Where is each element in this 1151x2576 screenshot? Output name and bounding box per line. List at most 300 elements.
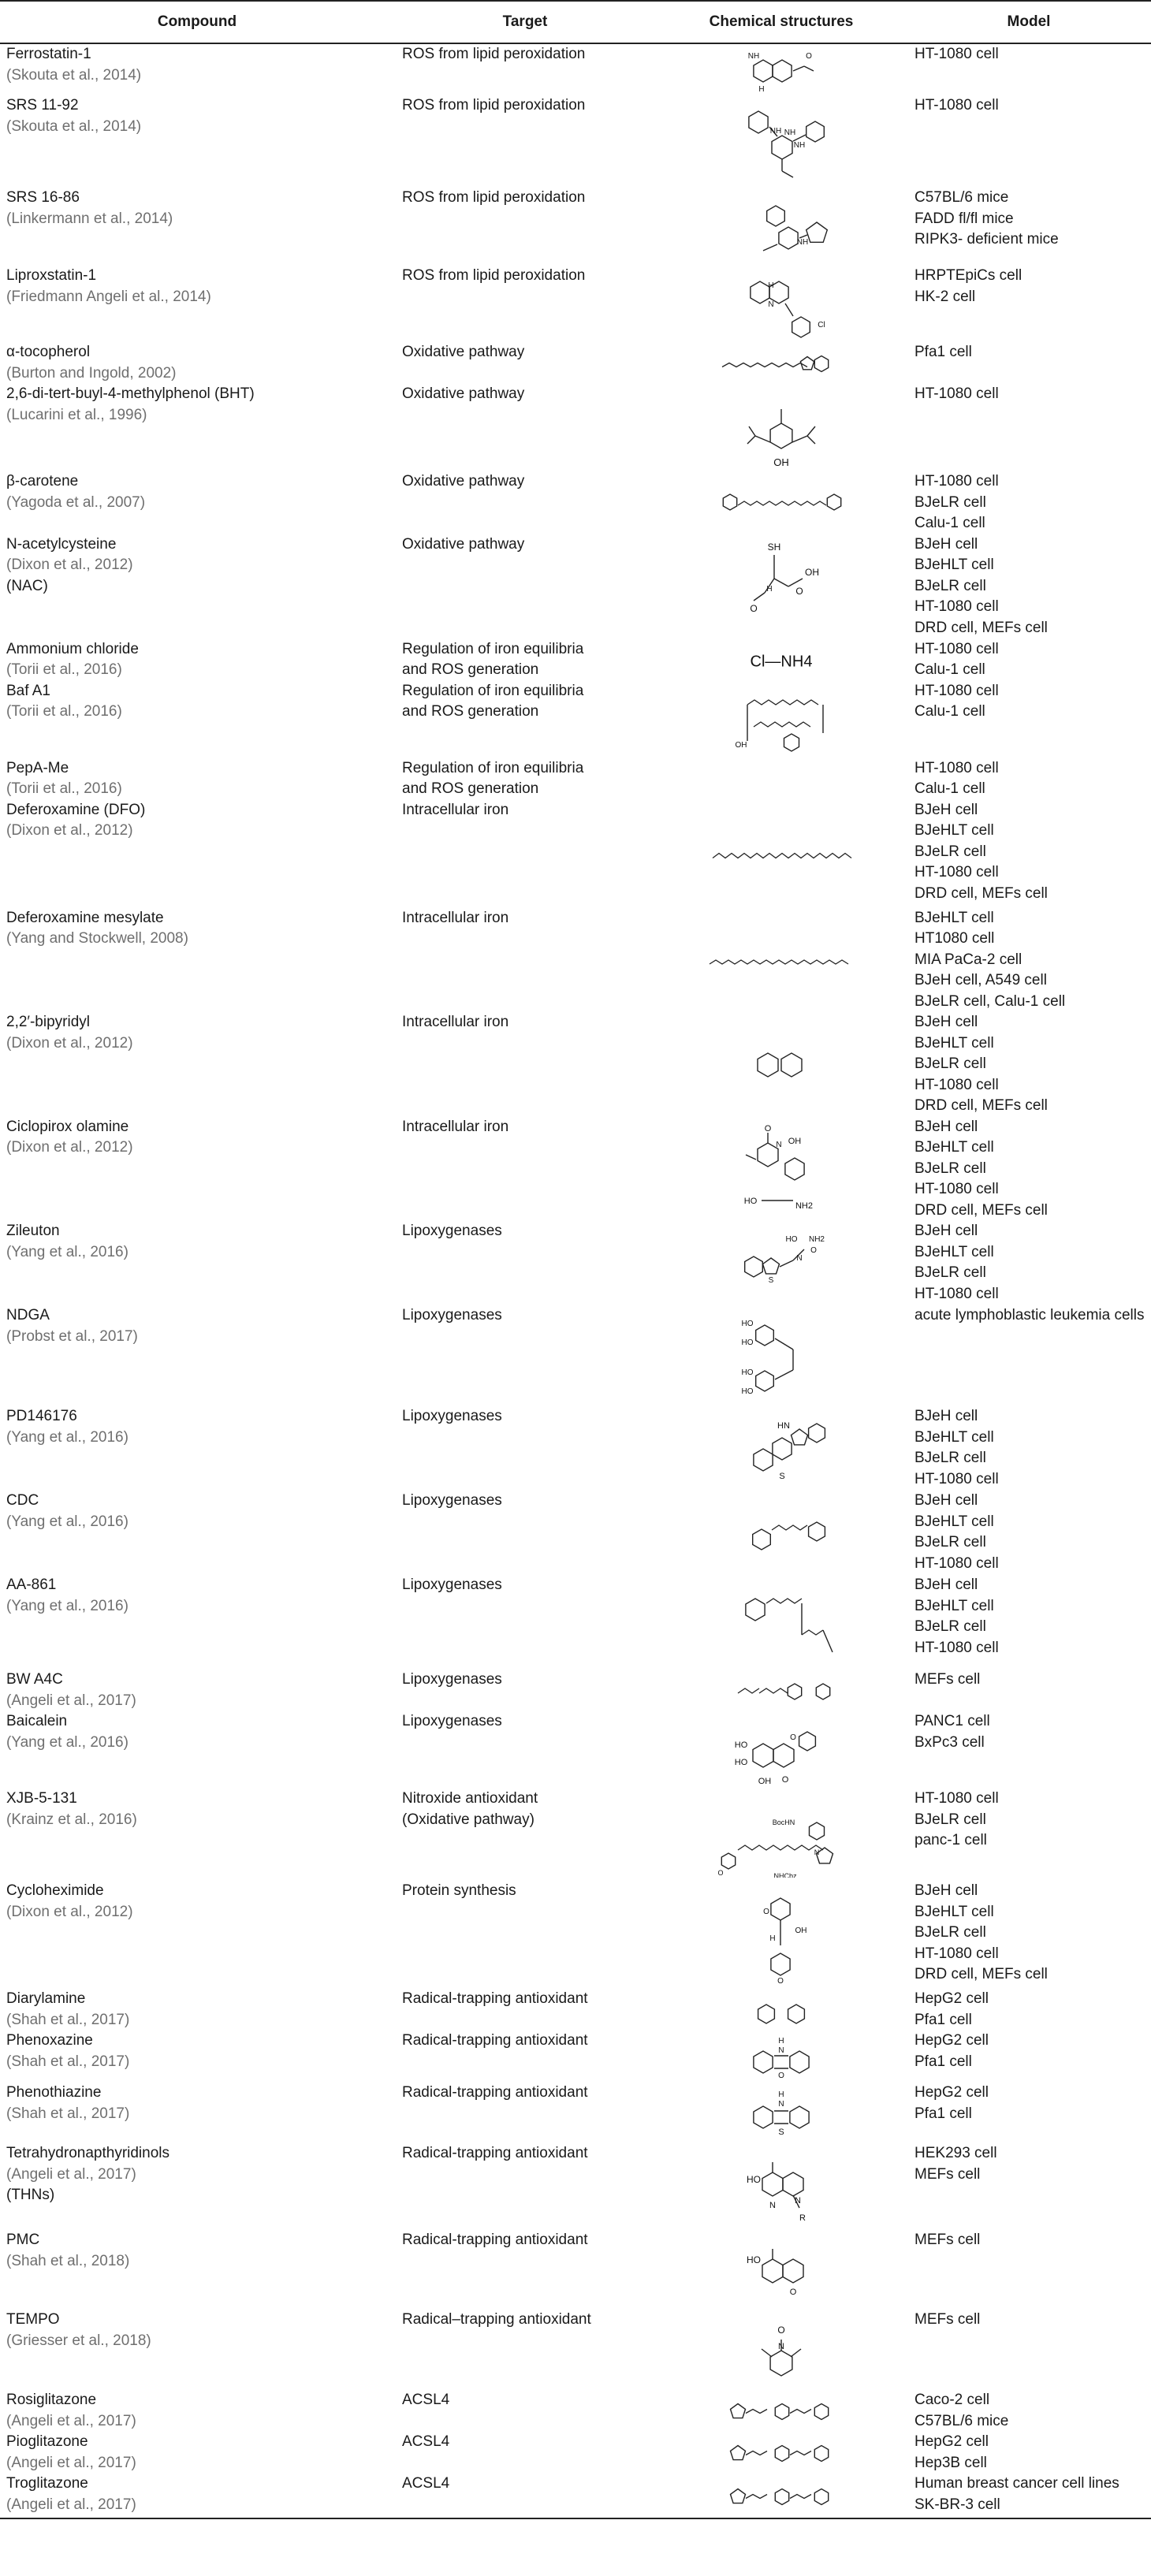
model-item: HT-1080 cell (914, 1076, 999, 1093)
compound-cell (0, 2230, 394, 2310)
target-cell (394, 1117, 656, 1222)
reference-link[interactable]: (Shah et al., 2017) (6, 2053, 130, 2070)
table-row (0, 342, 1151, 384)
compound-cell (0, 1491, 394, 1575)
model-cell (907, 908, 1151, 1013)
model-item: BJeLR cell (914, 1160, 986, 1177)
target-cell (394, 2083, 656, 2143)
chemical-structure-ndga (706, 1310, 856, 1403)
target-cell (394, 1305, 656, 1406)
model-item: HT-1080 cell (914, 598, 999, 615)
reference-link[interactable]: (Torii et al., 2016) (6, 780, 122, 797)
compound-name: Ciclopirox olamine (6, 1118, 129, 1135)
target-text: Intracellular iron (402, 909, 509, 926)
structure-cell (656, 471, 907, 534)
header-row (0, 1, 1151, 43)
model-cell (907, 1406, 1151, 1491)
table-row (0, 1881, 1151, 1989)
model-item: HT-1080 cell (914, 1470, 999, 1487)
compound-cell (0, 471, 394, 534)
structure-label: NH2 (808, 1235, 825, 1244)
structure-label: O (789, 2288, 797, 2297)
target-cell (394, 1989, 656, 2031)
reference-link[interactable]: (Dixon et al., 2012) (6, 1034, 133, 1052)
table-row (0, 639, 1151, 681)
target-text: Lipoxygenases (402, 1576, 502, 1593)
reference-link[interactable]: (Shah et al., 2017) (6, 2105, 130, 2122)
compound-cell (0, 1012, 394, 1117)
reference-link[interactable]: (Angeli et al., 2017) (6, 2412, 136, 2429)
table-row (0, 758, 1151, 800)
model-item: MEFs cell (914, 2232, 981, 2248)
model-cell (907, 266, 1151, 342)
reference-link[interactable]: (Yang et al., 2016) (6, 1428, 129, 1446)
model-item: BJeLR cell (914, 1618, 986, 1635)
model-cell (907, 2432, 1151, 2474)
model-item: BJeLR cell (914, 577, 986, 594)
compound-name: Pioglitazone (6, 2433, 88, 2450)
reference-link[interactable]: (Yagoda et al., 2007) (6, 493, 146, 511)
compound-name: Deferoxamine mesylate (6, 909, 164, 926)
structure-label: H (766, 584, 773, 594)
structure-label: OH (805, 566, 819, 578)
reference-link[interactable]: (Friedmann Angeli et al., 2014) (6, 288, 211, 305)
structure-label: NH (769, 127, 782, 136)
model-cell (907, 800, 1151, 908)
target-text: Oxidative pathway (402, 385, 525, 402)
compound-cell (0, 95, 394, 188)
reference-link[interactable]: (Torii et al., 2016) (6, 703, 122, 720)
model-item: MEFs cell (914, 1671, 981, 1688)
structure-label: O (717, 1869, 724, 1877)
model-item: BJeH cell (914, 801, 978, 818)
model-item: HT-1080 cell (914, 682, 999, 699)
model-item: DRD cell, MEFs cell (914, 1201, 1048, 1219)
compound-cell (0, 188, 394, 266)
structure-label: HO (747, 2174, 761, 2185)
chemical-structure-longchain2 (706, 913, 856, 1009)
model-item: HRPTEpiCs cell (914, 267, 1022, 284)
target-text: Regulation of iron equilibria (402, 682, 584, 699)
structure-cell (656, 2083, 907, 2143)
target-cell (394, 1406, 656, 1491)
structure-label: NHCbz (773, 1872, 797, 1878)
target-text: and ROS generation (402, 661, 539, 678)
target-cell (394, 1881, 656, 1989)
model-cell (907, 471, 1151, 534)
model-cell (907, 534, 1151, 639)
structure-label: R (799, 2213, 806, 2223)
model-item: Pfa1 cell (914, 344, 972, 360)
model-item: HT-1080 cell (914, 1181, 999, 1197)
compound-name: Phenothiazine (6, 2084, 102, 2101)
target-text: Oxidative pathway (402, 473, 525, 490)
model-item: DRD cell, MEFs cell (914, 1097, 1048, 1114)
model-cell (907, 2143, 1151, 2230)
model-item: HT-1080 cell (914, 1639, 999, 1656)
compound-cell (0, 1789, 394, 1881)
structure-cell (656, 1305, 907, 1406)
model-cell (907, 2474, 1151, 2518)
structure-label: N (778, 2100, 784, 2109)
model-item: HT-1080 cell (914, 1554, 999, 1572)
chemical-structure-diarylamine (706, 1993, 856, 2027)
structure-cell (656, 2432, 907, 2474)
structure-label: O (781, 1775, 789, 1785)
model-item: BJeLR cell (914, 1055, 986, 1072)
reference-link[interactable]: (Dixon et al., 2012) (6, 1903, 133, 1920)
table-row (0, 95, 1151, 188)
target-text: ACSL4 (402, 2475, 450, 2492)
reference-link[interactable]: (Lucarini et al., 1996) (6, 406, 147, 423)
compound-name: NDGA (6, 1307, 50, 1323)
model-item: BJeLR cell, Calu-1 cell (914, 992, 1066, 1010)
reference-link[interactable]: (Yang et al., 2016) (6, 1243, 129, 1260)
target-cell (394, 471, 656, 534)
model-item: HEK293 cell (914, 2145, 997, 2161)
structure-cell (656, 1789, 907, 1881)
structure-cell (656, 800, 907, 908)
compound-cell (0, 266, 394, 342)
structure-label: NH (784, 128, 796, 137)
model-cell (907, 681, 1151, 758)
model-item: FADD fl/fl mice (914, 210, 1014, 227)
target-cell (394, 1711, 656, 1789)
model-item: Pfa1 cell (914, 2105, 972, 2122)
compound-cell (0, 1989, 394, 2031)
structure-label: H (758, 85, 765, 93)
table-row (0, 266, 1151, 342)
target-text: Radical-trapping antioxidant (402, 2084, 588, 2101)
model-cell (907, 384, 1151, 471)
reference-link[interactable]: (Shah et al., 2017) (6, 2011, 130, 2028)
structure-label: N (795, 2196, 801, 2206)
model-item: Calu-1 cell (914, 780, 985, 797)
reference-link[interactable]: (Skouta et al., 2014) (6, 66, 142, 84)
structure-cell (656, 2310, 907, 2390)
structure-cell (656, 1989, 907, 2031)
table-row (0, 2143, 1151, 2230)
model-item: Calu-1 cell (914, 703, 985, 720)
table-row (0, 534, 1151, 639)
target-text: ROS from lipid peroxidation (402, 189, 586, 206)
target-cell (394, 1012, 656, 1117)
model-cell (907, 758, 1151, 800)
compound-cell (0, 758, 394, 800)
structure-cell (656, 681, 907, 758)
reference-link[interactable]: (Angeli et al., 2017) (6, 2454, 136, 2471)
compound-name: Deferoxamine (DFO) (6, 801, 146, 818)
model-item: MIA PaCa-2 cell (914, 951, 1022, 968)
model-item: BJeHLT cell (914, 1597, 994, 1614)
table-row (0, 188, 1151, 266)
model-item: HepG2 cell (914, 2084, 989, 2101)
structure-cell (656, 1406, 907, 1491)
table-row (0, 1575, 1151, 1670)
chemical-structure-arylamine (706, 100, 856, 184)
structure-label: NH (793, 141, 806, 150)
chemical-structure-xjb (706, 1793, 856, 1878)
target-text: and ROS generation (402, 703, 539, 720)
target-cell (394, 908, 656, 1013)
table-row (0, 1989, 1151, 2031)
model-item: HT-1080 cell (914, 864, 999, 880)
model-cell (907, 639, 1151, 681)
structure-label: OH (795, 1926, 807, 1935)
target-cell (394, 2031, 656, 2083)
compound-name: PepA-Me (6, 759, 69, 776)
structure-cell (656, 95, 907, 188)
table-row (0, 1117, 1151, 1222)
reference-link[interactable]: (Yang and Stockwell, 2008) (6, 930, 188, 947)
target-text: Lipoxygenases (402, 1713, 502, 1729)
model-cell (907, 43, 1151, 95)
structure-label: HO (741, 1387, 754, 1396)
structure-cell (656, 342, 907, 384)
structure-label: O (750, 602, 758, 614)
reference-link[interactable]: (Angeli et al., 2017) (6, 2496, 136, 2513)
chemical-structure-ferrostatin (706, 49, 856, 93)
table-row (0, 1012, 1151, 1117)
reference-link[interactable]: (Burton and Ingold, 2002) (6, 364, 177, 382)
model-item: HT-1080 cell (914, 1945, 999, 1962)
compound-name: Baf A1 (6, 682, 50, 699)
compound-cell (0, 1117, 394, 1222)
reference-link[interactable]: (Griesser et al., 2018) (6, 2332, 151, 2349)
chemical-structure-chx (706, 1885, 856, 1986)
structure-label: O (764, 1123, 772, 1134)
compound-abbreviation: (THNs) (6, 2187, 55, 2203)
target-text: Intracellular iron (402, 1014, 509, 1030)
model-item: HT1080 cell (914, 930, 995, 947)
chemical-structure-tempo (706, 2314, 856, 2387)
model-item: BJeH cell (914, 1118, 978, 1135)
structure-label: N (778, 2046, 784, 2055)
compound-cell (0, 534, 394, 639)
target-cell (394, 2390, 656, 2432)
structure-label: SH (767, 541, 781, 553)
model-item: BJeH cell (914, 1014, 978, 1030)
model-item: HT-1080 cell (914, 1285, 999, 1302)
header-target: Target (394, 1, 656, 43)
reference-link[interactable]: (Skouta et al., 2014) (6, 117, 142, 135)
model-cell (907, 1881, 1151, 1989)
structure-label: S (768, 1276, 774, 1285)
target-text: ROS from lipid peroxidation (402, 267, 586, 284)
model-item: BJeHLT cell (914, 1428, 994, 1446)
target-cell (394, 2432, 656, 2474)
model-item: Hep3B cell (914, 2454, 987, 2471)
model-cell (907, 95, 1151, 188)
structure-label: N (796, 1254, 803, 1263)
model-item: SK-BR-3 cell (914, 2496, 1000, 2513)
compound-abbreviation: (NAC) (6, 577, 48, 594)
structure-label: NH2 (795, 1201, 814, 1211)
chemical-structure-nh4 (706, 644, 856, 678)
model-item: BJeLR cell (914, 843, 986, 860)
target-text: Lipoxygenases (402, 1408, 502, 1424)
model-item: HepG2 cell (914, 2433, 989, 2450)
table-row (0, 908, 1151, 1013)
compound-name: Ferrostatin-1 (6, 46, 91, 62)
target-cell (394, 534, 656, 639)
target-cell (394, 1789, 656, 1881)
compound-name: PMC (6, 2232, 40, 2248)
model-cell (907, 1305, 1151, 1406)
target-cell (394, 2474, 656, 2518)
structure-label: N (778, 2342, 784, 2351)
model-item: BJeLR cell (914, 1450, 986, 1466)
target-cell (394, 1670, 656, 1711)
structure-cell (656, 266, 907, 342)
reference-link[interactable]: (Dixon et al., 2012) (6, 557, 133, 573)
header-chemical-structures: Chemical structures (656, 1, 907, 43)
reference-link[interactable]: (Probst et al., 2017) (6, 1327, 138, 1345)
structure-label: HO (785, 1235, 798, 1244)
chemical-structure-tzd2 (706, 2436, 856, 2470)
model-item: BJeH cell (914, 1882, 978, 1899)
reference-link[interactable]: (Yang et al., 2016) (6, 1597, 129, 1614)
compound-name: Liproxstatin-1 (6, 267, 97, 284)
structure-label: H (778, 2090, 784, 2099)
model-item: RIPK3- deficient mice (914, 231, 1059, 248)
compound-name: CDC (6, 1492, 39, 1509)
target-text: Radical-trapping antioxidant (402, 2032, 588, 2049)
model-item: BJeHLT cell (914, 909, 994, 926)
target-text: Nitroxide antioxidant (402, 1790, 538, 1807)
target-text: Lipoxygenases (402, 1223, 502, 1239)
model-cell (907, 1012, 1151, 1117)
structure-label: OH (758, 1777, 772, 1785)
compound-name: Ammonium chloride (6, 640, 139, 657)
model-item: BJeLR cell (914, 1811, 986, 1828)
compound-cell (0, 800, 394, 908)
chemical-structure-cdc (706, 1495, 856, 1572)
compound-name: N-acetylcysteine (6, 535, 117, 553)
chemical-structure-thn (706, 2148, 856, 2227)
structure-label: OH (735, 740, 747, 750)
structure-label: HO (734, 1758, 748, 1767)
target-text: Intracellular iron (402, 801, 509, 818)
model-cell (907, 2390, 1151, 2432)
model-item: HT-1080 cell (914, 640, 999, 657)
reference-link[interactable]: (Dixon et al., 2012) (6, 1139, 133, 1156)
table-row (0, 2310, 1151, 2390)
reference-link[interactable]: (Angeli et al., 2017) (6, 1692, 136, 1709)
model-item: BJeH cell (914, 535, 978, 553)
reference-link[interactable]: (Dixon et al., 2012) (6, 822, 133, 839)
model-item: HT-1080 cell (914, 1790, 999, 1807)
table-row (0, 471, 1151, 534)
compound-name: β-carotene (6, 473, 79, 490)
target-text: ACSL4 (402, 2433, 450, 2450)
model-cell (907, 1491, 1151, 1575)
target-text: ROS from lipid peroxidation (402, 46, 586, 62)
structure-label: HO (743, 1196, 758, 1206)
structure-label: Cl—NH4 (750, 653, 813, 670)
target-text: ROS from lipid peroxidation (402, 97, 586, 114)
model-item: Calu-1 cell (914, 515, 985, 531)
structure-label: H (768, 281, 774, 290)
model-item: HT-1080 cell (914, 46, 999, 62)
reference-link[interactable]: (Yang et al., 2016) (6, 1733, 129, 1751)
compound-name: Cycloheximide (6, 1882, 104, 1899)
compound-name: XJB-5-131 (6, 1790, 77, 1807)
structure-label: O (795, 585, 803, 597)
target-text: Regulation of iron equilibria (402, 759, 584, 776)
chemical-structure-bipy (706, 1017, 856, 1113)
table-row (0, 384, 1151, 471)
compound-name: Phenoxazine (6, 2032, 93, 2049)
model-item: acute lymphoblastic leukemia cells (914, 1307, 1145, 1323)
structure-cell (656, 2031, 907, 2083)
target-cell (394, 188, 656, 266)
table-row (0, 1491, 1151, 1575)
model-item: BJeLR cell (914, 1924, 986, 1941)
reference-link[interactable]: (Krainz et al., 2016) (6, 1811, 137, 1828)
table-row (0, 1305, 1151, 1406)
model-item: BJeH cell (914, 1223, 978, 1239)
compound-cell (0, 1670, 394, 1711)
target-cell (394, 1221, 656, 1305)
compound-name: SRS 16-86 (6, 189, 80, 206)
model-cell (907, 1670, 1151, 1711)
model-item: BJeHLT cell (914, 822, 994, 839)
header-compound: Compound (0, 1, 394, 43)
compound-name: BW A4C (6, 1671, 63, 1688)
structure-label: O (810, 1246, 817, 1255)
table-row (0, 1670, 1151, 1711)
compound-name: 2,2′-bipyridyl (6, 1014, 90, 1030)
compound-cell (0, 342, 394, 384)
structure-label: Cl (818, 321, 825, 329)
reference-link[interactable]: (Angeli et al., 2017) (6, 2165, 136, 2183)
model-cell (907, 1117, 1151, 1222)
reference-link[interactable]: (Yang et al., 2016) (6, 1513, 129, 1530)
compound-cell (0, 1406, 394, 1491)
target-text: Oxidative pathway (402, 535, 525, 553)
structure-label: BocHN (772, 1818, 795, 1826)
model-cell (907, 342, 1151, 384)
structure-label: HO (741, 1338, 754, 1347)
model-cell (907, 2031, 1151, 2083)
model-item: Pfa1 cell (914, 2053, 972, 2070)
structure-label: HO (741, 1368, 754, 1377)
structure-cell (656, 908, 907, 1013)
model-item: BJeHLT cell (914, 1034, 994, 1052)
chemical-structure-spiro (706, 270, 856, 339)
reference-link[interactable]: (Linkermann et al., 2014) (6, 210, 173, 227)
reference-link[interactable]: (Torii et al., 2016) (6, 661, 122, 678)
model-item: BJeHLT cell (914, 1243, 994, 1260)
structure-cell (656, 384, 907, 471)
model-item: Calu-1 cell (914, 661, 985, 678)
compound-name: 2,6-di-tert-buyl-4-methylphenol (BHT) (6, 385, 255, 402)
structure-cell (656, 2474, 907, 2518)
compound-name: Tetrahydronapthyridinols (6, 2145, 170, 2161)
model-item: HepG2 cell (914, 1990, 989, 2007)
reference-link[interactable]: (Shah et al., 2018) (6, 2252, 130, 2269)
compound-cell (0, 2083, 394, 2143)
target-text: and ROS generation (402, 780, 539, 797)
structure-label: O (763, 1908, 769, 1916)
chemical-structure-tricyclicS (706, 2087, 856, 2140)
target-text: Intracellular iron (402, 1118, 509, 1135)
structure-cell (656, 1575, 907, 1670)
chemical-structure-bwa4c (706, 1674, 856, 1708)
chemical-structure-pd (706, 1411, 856, 1487)
chemical-structure-zileuton (706, 1226, 856, 1302)
